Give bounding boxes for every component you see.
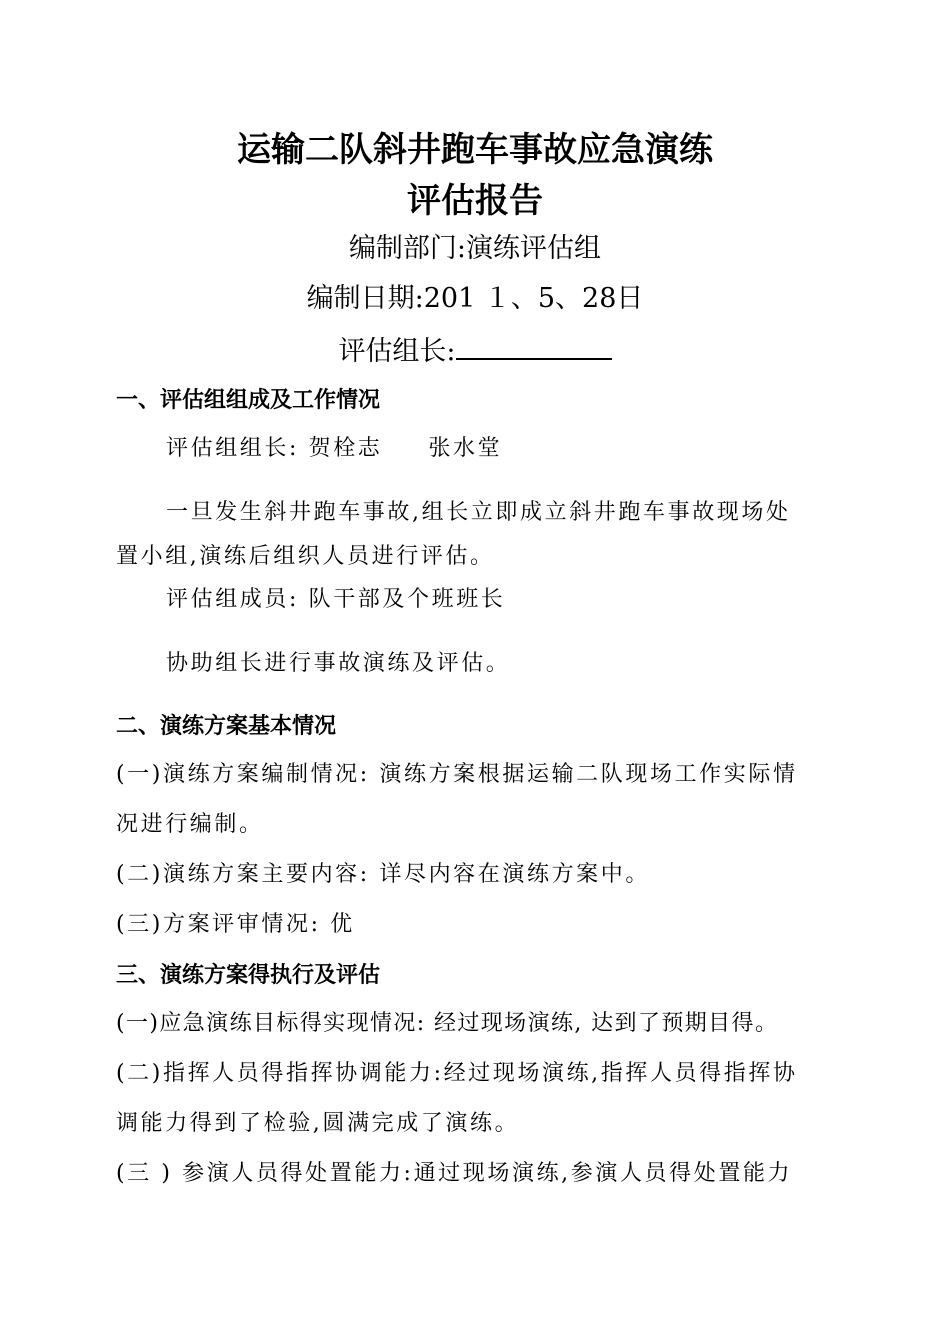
section1-para1-line2: 置小组,演练后组织人员进行评估。 [116, 544, 495, 569]
compiling-department: 编制部门:演练评估组 [348, 233, 602, 264]
signature-blank [456, 332, 612, 360]
section2-item1-line1: (一)演练方案编制情况: 演练方案根据运输二队现场工作实际情 [116, 762, 798, 787]
section1-assist: 协助组长进行事故演练及评估。 [166, 651, 511, 676]
section1-members: 评估组成员: 队干部及个班班长 [166, 587, 506, 612]
section1-heading: 一、评估组组成及工作情况 [116, 387, 381, 413]
section1-leaders [166, 434, 502, 464]
section2-item2: (二)演练方案主要内容: 详尽内容在演练方案中。 [116, 862, 650, 887]
section3-item2-line1: (二)指挥人员得指挥协调能力:经过现场演练,指挥人员得指挥协 [116, 1061, 798, 1086]
section2-item3: (三)方案评审情况: 优 [116, 912, 355, 937]
document-title-line2: 评估报告 [407, 181, 543, 221]
compiling-date: 编制日期:201 １、5、28日 [306, 283, 644, 314]
section3-item2-line2: 调能力得到了检验,圆满完成了演练。 [116, 1111, 520, 1136]
leader-label: 评估组长: [338, 336, 456, 367]
section3-heading: 三、演练方案得执行及评估 [116, 962, 381, 988]
section2-heading: 二、演练方案基本情况 [116, 713, 337, 739]
section3-item1: (一)应急演练目标得实现情况: 经过现场演练, 达到了预期目得。 [116, 1011, 779, 1036]
document-title-line1: 运输二队斜井跑车事故应急演练 [237, 130, 713, 170]
evaluation-leader-signature [0, 332, 950, 369]
section1-para1-line1: 一旦发生斜井跑车事故,组长立即成立斜井跑车事故现场处 [166, 500, 791, 525]
section2-item1-line2: 况进行编制。 [116, 812, 264, 837]
section1-leader-label: 评估组组长: 贺栓志 [166, 436, 383, 461]
section3-item3-line1: (三 ) 参演人员得处置能力:通过现场演练,参演人员得处置能力 [116, 1161, 793, 1186]
section1-leader-second: 张水堂 [428, 436, 503, 461]
